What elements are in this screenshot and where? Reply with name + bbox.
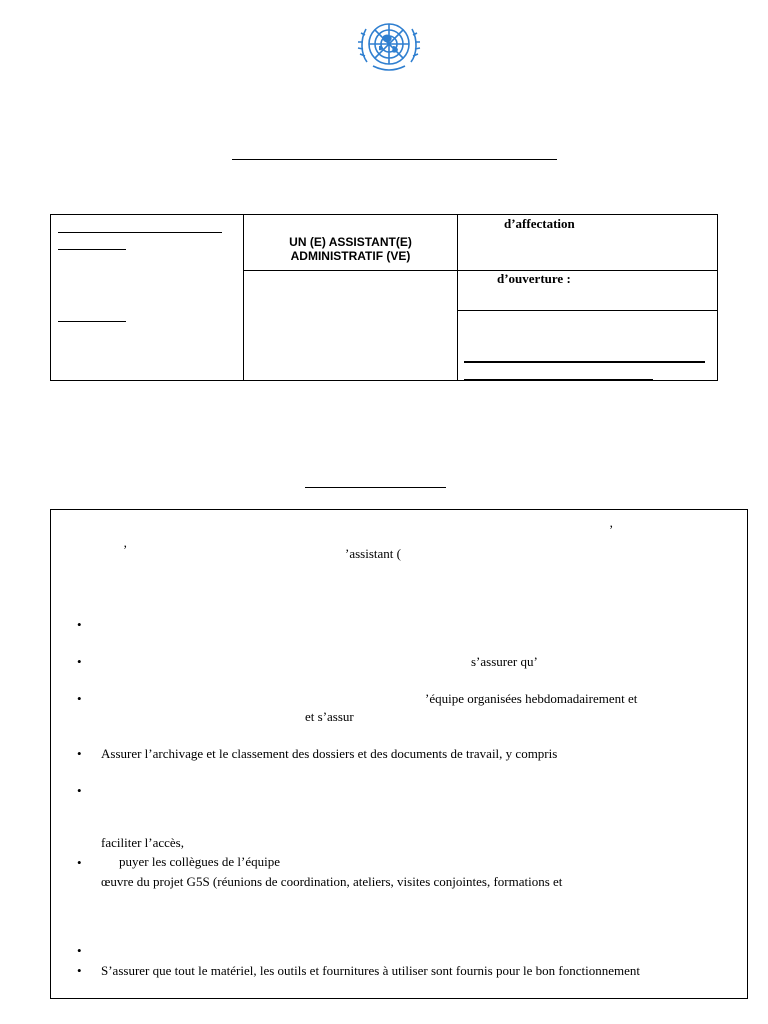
- bullet-text: s’assurer qu’: [471, 654, 538, 669]
- table-divider: [457, 310, 717, 311]
- blank-field-line: [58, 249, 126, 250]
- job-description-box: [50, 509, 748, 999]
- blank-field-line: [58, 321, 126, 322]
- bullet-marker: •: [77, 654, 82, 669]
- bullet-text: ’équipe organisées hebdomadairement et: [425, 691, 638, 706]
- bullet-marker: •: [77, 746, 82, 761]
- position-title: [244, 235, 457, 263]
- bullet-text: œuvre du projet G5S (réunions de coordination, ateliers, visites conjointes, formations et: [101, 874, 563, 889]
- position-title-line: ADMINISTRATIF (VE): [290, 249, 411, 263]
- section-title-underline: [305, 487, 446, 488]
- bullet-marker: •: [77, 963, 82, 978]
- opening-date-label: d’ouverture :: [497, 271, 571, 286]
- bullet-marker: •: [77, 783, 82, 798]
- bullet-text: S’assurer que tout le matériel, les outils et fournitures à utiliser sont fournis pour le bon fonctionnement: [101, 963, 641, 978]
- position-title-line: UN (E) ASSISTANT(E): [289, 235, 412, 249]
- bullet-marker: •: [77, 855, 82, 870]
- bullet-marker: •: [77, 617, 82, 632]
- blank-field-line: [58, 232, 222, 233]
- bullet-text: Assurer l’archivage et le classement des dossiers et des documents de travail, y compris: [101, 746, 558, 761]
- intro-quote-mark: ’: [609, 522, 614, 537]
- header-underline: [232, 159, 557, 160]
- table-divider: [243, 270, 717, 271]
- intro-fragment: ’assistant (: [345, 546, 401, 561]
- bullet-text: puyer les collègues de l’équipe: [119, 854, 280, 869]
- un-emblem-icon: [357, 16, 421, 76]
- position-info-table: [50, 214, 718, 381]
- bullet-marker: •: [77, 691, 82, 706]
- intro-fragment: ’: [123, 542, 128, 557]
- bullet-text: et s’assur: [305, 709, 354, 724]
- blank-field-line: [464, 361, 705, 363]
- blank-field-line: [464, 379, 653, 381]
- bullet-marker: •: [77, 943, 82, 958]
- duty-station-label: d’affectation: [504, 216, 575, 231]
- bullet-text: faciliter l’accès,: [101, 835, 184, 850]
- table-divider: [457, 215, 458, 380]
